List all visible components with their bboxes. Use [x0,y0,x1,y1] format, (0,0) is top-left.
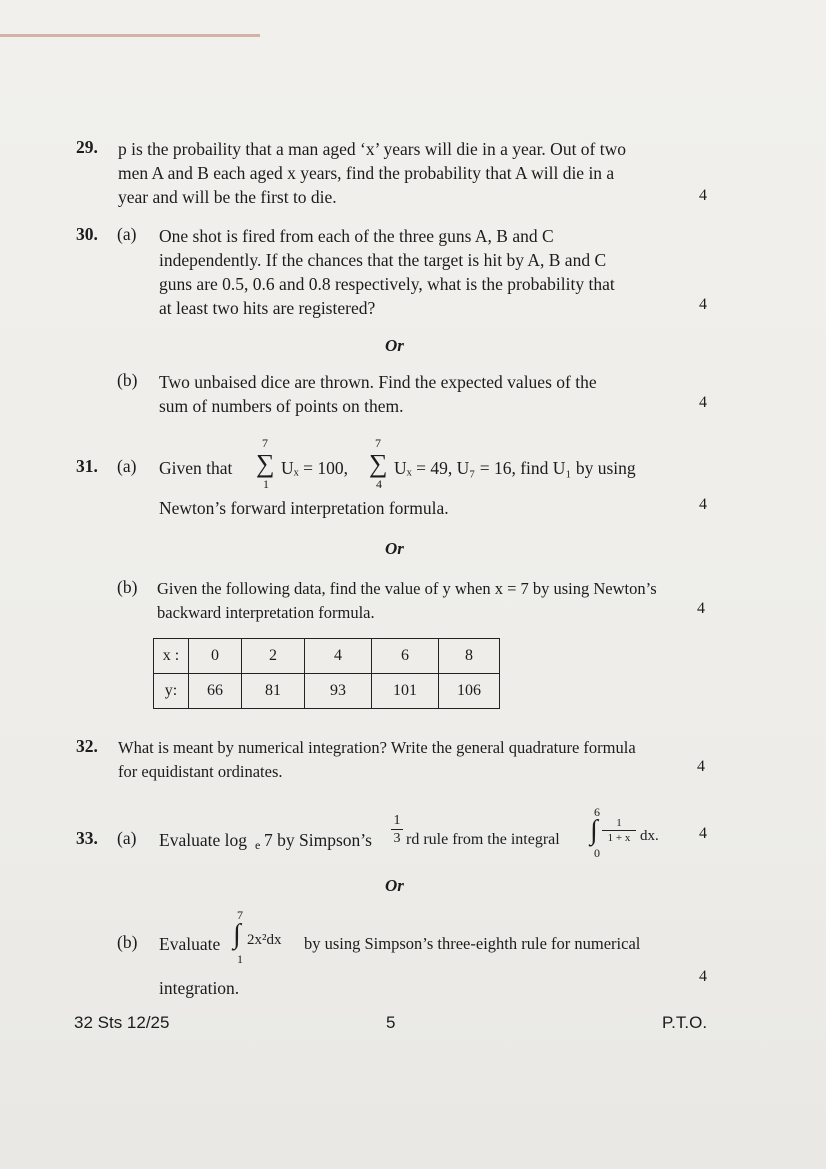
q30a-text [159,224,719,320]
q30-or: Or [385,336,404,355]
q31b-text [157,577,727,625]
table-row-y [154,674,500,709]
q30a-marks: 4 [699,296,707,313]
q30a-line-4: at least two hits are registered? [159,298,376,318]
q31a-sum1-upper: 7 [262,436,268,450]
q33b-int-lower: 1 [237,952,243,966]
q30a-line-3: guns are 0.5, 0.6 and 0.8 respectively, what is the probability that [159,274,615,294]
q29-text [118,137,718,209]
q31a-sum1-sigma: ∑ [256,449,275,478]
table-cell: 101 [372,674,439,709]
q33b-line-2: integration. [159,978,240,998]
table-cell: 6 [372,639,439,674]
table-cell-x-label: x : [154,639,189,674]
q33b-integral-sign: ∫ [233,919,241,950]
q33a-frac-den: 3 [393,831,401,846]
q33a-marks: 4 [699,825,707,842]
table-cell: 2 [242,639,305,674]
q33a-log-base: e [255,838,261,852]
q32-number: 32. [76,736,98,756]
q33a-int-upper: 6 [594,805,600,819]
q31a-sum2-expr: Uₓ = 49, U₇ = 16, find U₁ by using [394,458,636,478]
q33-number: 33. [76,828,98,848]
q29-line-2: men A and B each aged x years, find the probability that A will die in a [118,163,615,183]
q29-line-3: year and will be the first to die. [118,187,337,207]
pto-label: P.T.O. [662,1013,708,1032]
q33a-int-lower: 0 [594,846,600,860]
q33b-label: (b) [117,932,138,952]
q31a-sum1-expr: Uₓ = 100, [281,458,348,478]
q33a-text-2: 7 by Simpson’s [264,830,372,850]
q33a-integral-sign: ∫ [590,815,598,846]
q30b-line-1: Two unbaised dice are thrown. Find the expected values of the [159,372,597,392]
q31a-label: (a) [117,456,137,476]
q31a-given: Given that [159,458,233,478]
table-cell: 81 [242,674,305,709]
q29-marks: 4 [699,187,707,204]
q33a-text-1: Evaluate log [159,830,247,850]
q30a-line-1: One shot is fired from each of the three guns A, B and C [159,226,554,246]
q31a-line-2: Newton’s forward interpretation formula. [159,498,449,518]
table-cell: 93 [305,674,372,709]
q32-line-2: for equidistant ordinates. [118,762,283,781]
q33a-integrand-den: 1 + x [607,832,631,844]
table-cell: 106 [439,674,500,709]
q30-number: 30. [76,224,98,244]
q32-line-1: What is meant by numerical integration? Write the general quadrature formula [118,738,636,757]
table-cell: 8 [439,639,500,674]
interpolation-table [153,638,500,709]
q33a-dx: dx. [640,828,659,844]
q31b-line-1: Given the following data, find the value of y when x = 7 by using Newton’s [157,579,657,598]
q33a-text-3: rd rule from the integral [406,831,560,848]
paper-code: 32 Sts 12/25 [74,1013,170,1032]
q33b-integrand: 2x²dx [247,932,282,948]
q33a-label: (a) [117,828,137,848]
q31b-line-2: backward interpretation formula. [157,603,375,622]
q31b-label: (b) [117,577,138,597]
table-cell: 66 [189,674,242,709]
q33b-text-2: by using Simpson’s three-eighth rule for numerical [304,934,641,953]
q30b-marks: 4 [699,394,707,411]
table-row-x [154,639,500,674]
q31a-sum2-lower: 4 [376,477,382,491]
table-cell: 0 [189,639,242,674]
q33a-fraction [391,812,403,848]
page-edge-stain [0,34,260,37]
q31a-marks: 4 [699,496,707,513]
q33a-frac-num: 1 [391,812,403,830]
q31a-sum2-sigma: ∑ [369,449,388,478]
table-cell: 4 [305,639,372,674]
q32-text [118,736,718,784]
q33a-integrand [602,816,636,845]
q30b-label: (b) [117,370,138,390]
page-number: 5 [386,1013,396,1032]
q31b-marks: 4 [697,600,705,617]
table-cell-y-label: y: [154,674,189,709]
q30b-text [159,370,719,418]
q31-or: Or [385,539,404,558]
q29-line-1: p is the probaility that a man aged ‘x’ years will die in a year. Out of two [118,139,627,159]
q31-number: 31. [76,456,98,476]
q33b-int-upper: 7 [237,908,243,922]
q31a-sum2-upper: 7 [375,436,381,450]
q33b-marks: 4 [699,968,707,985]
q32-marks: 4 [697,758,705,775]
q29-number: 29. [76,137,98,157]
q33-or: Or [385,876,404,895]
q30a-line-2: independently. If the chances that the target is hit by A, B and C [159,250,607,270]
q31a-sum1-lower: 1 [263,477,269,491]
q33a-integrand-num: 1 [602,816,636,831]
q30b-line-2: sum of numbers of points on them. [159,396,404,416]
q30a-label: (a) [117,224,137,244]
q33b-text-1: Evaluate [159,934,221,954]
